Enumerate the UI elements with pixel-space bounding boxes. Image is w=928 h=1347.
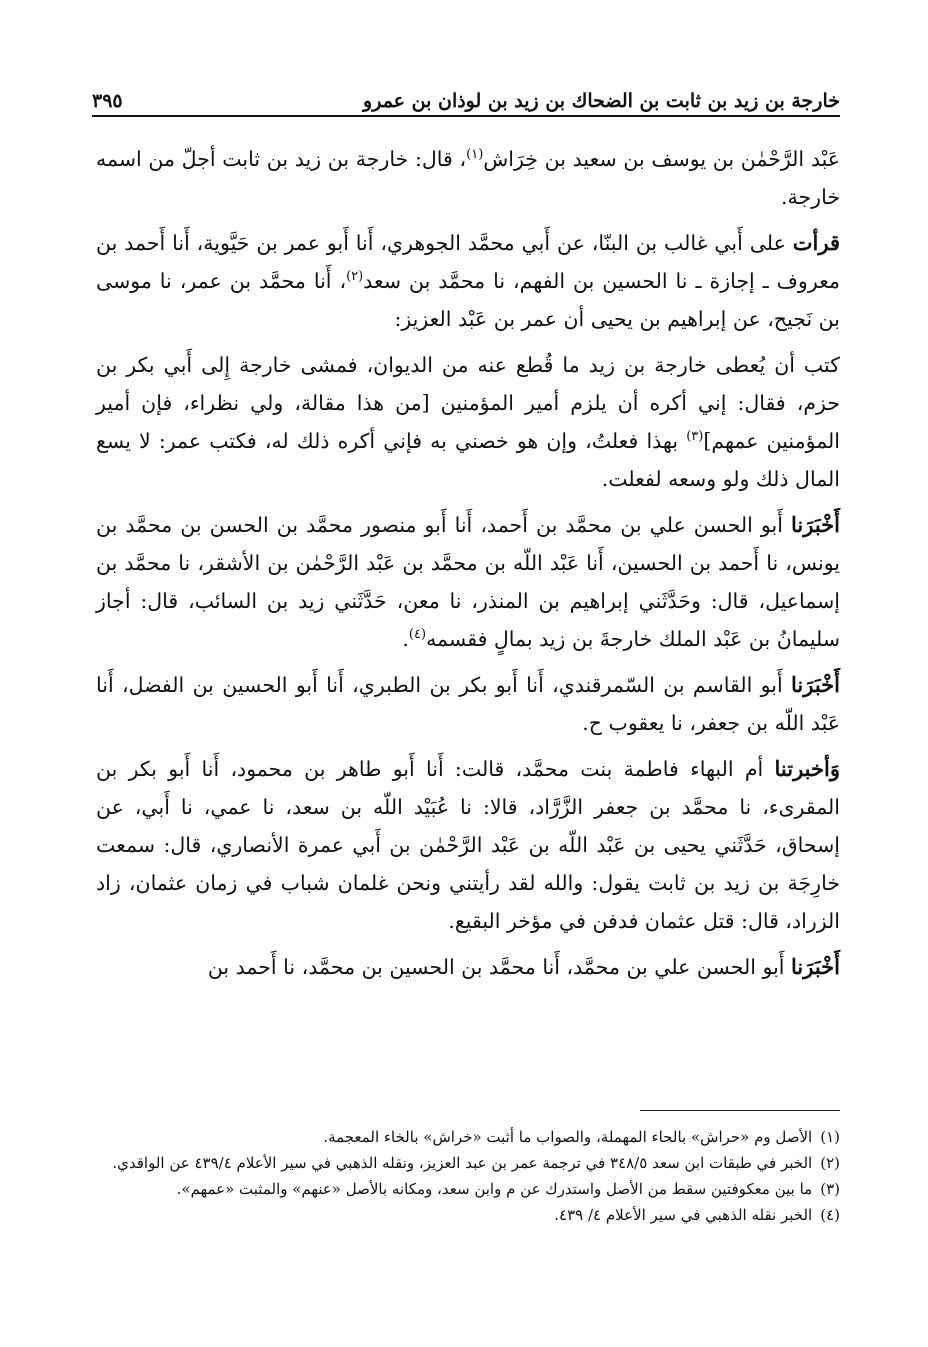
paragraph-1 <box>96 140 840 216</box>
paragraph-text-cont: ، أَنا محمَّد بن عمر، نا موسى بن نَجيح، عن إبراهيم بن يحيى أن عمر بن عَبْد العزيز: <box>96 269 840 331</box>
footnote-number: (٣) <box>820 1180 840 1198</box>
paragraph-lead: أَخْبَرَنا <box>791 954 840 979</box>
running-title: خارجة بن زيد بن ثابت بن الضحاك بن زيد بن لوذان بن عمرو <box>363 90 840 112</box>
paragraph-text: أَبو الحسن علي بن محمَّد، أَنا محمَّد بن الحسين بن محمَّد، نا أَحمد بن <box>207 955 785 979</box>
paragraph-text: كتب أن يُعطى خارجة بن زيد ما قُطع عنه من الديوان، فمشى خارجة إِلى أَبي بكر بن حزم، فقال: إني أكره أن يلزم أمير المؤمنين [من هذا مقالة، ولي نظراء، فإن أمير المؤمنين عمهم] <box>96 353 840 453</box>
footnote-ref[interactable]: (٢) <box>346 269 364 285</box>
paragraph-3 <box>96 346 840 498</box>
page-number: ٣٩٥ <box>92 90 123 112</box>
paragraph-text: أَبو القاسم بن السّمرقندي، أَنا أَبو بكر بن الطبري، أَنا أَبو الحسين بن الفضل، أَنا عَبْد اللّه بن جعفر، نا يعقوب ح. <box>96 673 840 735</box>
footnote-3 <box>96 1176 840 1202</box>
main-text <box>96 140 840 994</box>
footnote-ref[interactable]: (٣) <box>686 429 704 445</box>
paragraph-lead: قرأت <box>792 230 840 255</box>
footnotes <box>96 1124 840 1228</box>
paragraph-4 <box>96 506 840 658</box>
footnote-number: (٢) <box>820 1154 840 1172</box>
paragraph-text: أَبو الحسن علي بن محمَّد بن أَحمد، أَنا أَبو منصور محمَّد بن الحسن بن محمَّد بن يونس، نا أَحمد بن الحسين، أَنا عَبْد اللّه بن محمَّد بن عَبْد الرَّحْمٰن بن الأشقر، نا محمَّد بن إسماعيل، قال: وحَدَّثَني إبراهيم بن المنذر، نا معن، حَدَّثَني زيد بن السائب، قال: أجاز سليمانُ بن عَبْد الملك خارجةَ بن زيد بمالٍ فقسمه <box>96 513 840 651</box>
footnote-number: (٤) <box>820 1206 840 1224</box>
footnote-text: الخبر نقله الذهبي في سير الأعلام ٤/ ٤٣٩. <box>554 1206 813 1224</box>
page-header <box>92 78 840 112</box>
paragraph-2 <box>96 224 840 338</box>
footnote-4 <box>96 1202 840 1228</box>
paragraph-text-cont: . <box>402 627 409 651</box>
paragraph-text: أم البهاء فاطمة بنت محمَّد، قالت: أَنا أَبو طاهر بن محمود، أَنا أَبو بكر بن المقرىء، نا محمَّد بن جعفر الزَّرَّاد، قالا: نا عُبَيْد اللّه بن سعد، نا عمي، نا أَبي، عن إسحاق، حَدَّثَني يحيى بن عَبْد اللّه بن عَبْد الرَّحْمٰن بن أَبي عمرة الأنصاري، قال: سمعت خارِجَة بن زيد بن ثابت يقول: والله لقد رأيتني ونحن غلمان شباب في زمان عثمان، زاد الزراد، قال: قتل عثمان فدفن في مؤخر البقيع. <box>96 757 840 933</box>
footnote-ref[interactable]: (٤) <box>408 627 427 643</box>
header-rule <box>92 115 840 117</box>
footnote-1 <box>96 1124 840 1150</box>
paragraph-text: على أَبي غالب بن البنّا، عن أَبي محمَّد الجوهري، أَنا أَبو عمر بن حَيَّوية، أَنا أَحمد بن معروف ـ إجازة ـ نا الحسين بن الفهم، نا محمَّد بن سعد <box>96 231 840 293</box>
paragraph-lead: أَخْبَرَنا <box>791 512 840 537</box>
footnote-rule <box>640 1110 840 1111</box>
paragraph-6 <box>96 750 840 940</box>
paragraph-text-cont: ، قال: خارجة بن زيد بن ثابت أجلّ من اسمه خارجة. <box>96 147 840 209</box>
footnote-2 <box>96 1150 840 1176</box>
paragraph-7 <box>96 948 840 986</box>
footnote-ref[interactable]: (١) <box>466 147 484 163</box>
footnote-number: (١) <box>820 1128 840 1146</box>
footnote-text: ما بين معكوفتين سقط من الأصل واستدرك عن م وابن سعد، ومكانه بالأصل «عنهم» والمثبت «عمهم». <box>176 1180 813 1198</box>
footnote-text: الخبر في طبقات ابن سعد ٣٤٨/٥ في ترجمة عمر بن عبد العزيز، ونقله الذهبي في سير الأعلام ٤٣٩/٤ عن الواقدي. <box>112 1154 813 1172</box>
paragraph-5 <box>96 666 840 742</box>
paragraph-lead: أَخْبَرَنا <box>791 672 840 697</box>
paragraph-lead: وَأخبرتنا <box>774 756 840 781</box>
footnote-text: الأصل وم «حراش» بالحاء المهملة، والصواب ما أثبت «خراش» بالخاء المعجمة. <box>323 1128 813 1146</box>
paragraph-text: عَبْد الرَّحْمٰن بن يوسف بن سعيد بن خِرَاش <box>483 147 840 171</box>
paragraph-text-cont: بهذا فعلتُ، وإن هو خصني به فإني أكره ذلك له، فكتب عمر: لا يسع المال ذلك ولو وسعه لفعلت. <box>96 429 840 491</box>
